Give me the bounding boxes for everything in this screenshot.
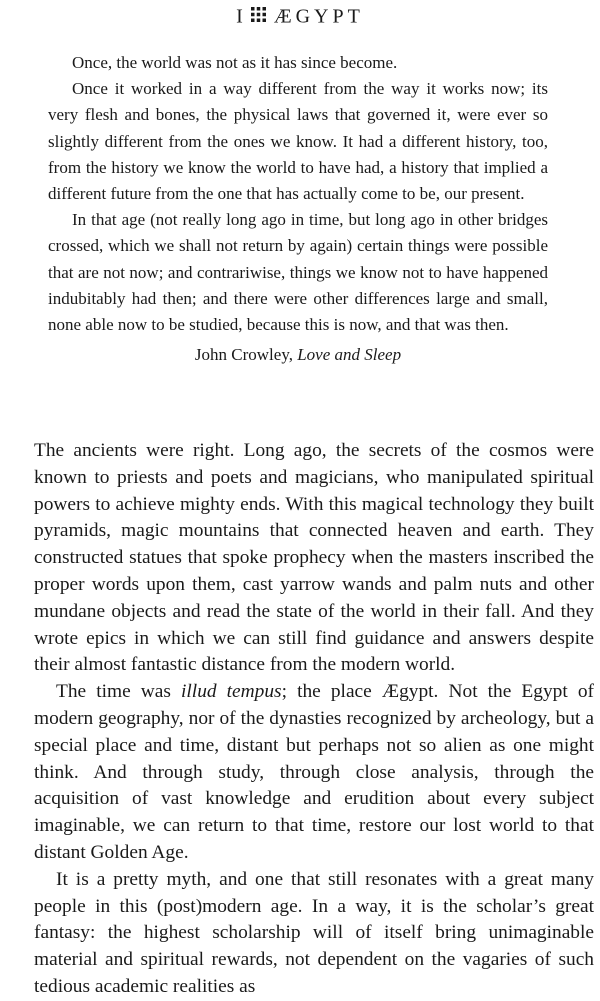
body-paragraph: The ancients were right. Long ago, the secrets of the cosmos were known to priests and poets and magicians, who manipulated spiritual powers to achieve mighty ends. With this magical technology they built pyramids, magic mountains that connected heaven and earth. They constructed statues that spoke prophecy when the masters inscribed the proper words upon them, cast yarrow wands and palm nuts and other mundane objects and read the state of the world in their fall. And they wrote epics in which we can still find guidance and answers despite their almost fantastic distance from the modern world. [34,440,594,676]
chapter-title: ÆGYPT [273,5,364,28]
epigraph-paragraph: In that age (not really long ago in time, but long ago in other bridges crossed, which we shall not return by again) certain things were possible that are not now; and contrariwise, things we know not to have happened indubitably had then; and there were other differences large and small, none able now to be studied, because this is now, and that was then. [48,210,548,335]
epigraph-paragraph: Once it worked in a way different from the way it works now; its very flesh and bones, the physical laws that governed it, were ever so slightly different from the ones we know. It had a different history, too, from the history we know the world to have had, a history that implied a different future from the one that has actually come to be, our present. [48,79,548,204]
latin-term: illud tempus [181,681,282,703]
epigraph-paragraph: Once, the world was not as it has since become. [72,53,398,72]
body-text-run: ; the place Ægypt. Not the Egypt of modern geography, nor of the dynasties recognized by archeology, but a special place and time, distant but perhaps not so alien as one might think. And through study, through close analysis, through the acquisition of vast knowledge and erudition about every subject imaginable, we can return to that time, restore our lost world to that distant Golden Age. [34,681,594,863]
running-head [0,2,600,28]
body-paragraph [34,679,594,867]
body-text-run: The time was [56,681,182,703]
attribution-author: John Crowley, [194,345,293,364]
epigraph [48,50,548,338]
chapter-body [34,438,594,1001]
body-paragraph: It is a pretty myth, and one that still resonates with a great many people in this (post)modern age. In a way, it is the scholar’s great fantasy: the highest scholarship will of itself bring unimaginable material and spiritual rewards, not dependent on the vagaries of such tedious academic realities as [34,868,594,997]
epigraph-attribution [48,343,548,367]
chapter-number: I [236,5,247,28]
grid-ornament-icon [251,7,266,22]
attribution-title: Love and Sleep [297,345,402,364]
